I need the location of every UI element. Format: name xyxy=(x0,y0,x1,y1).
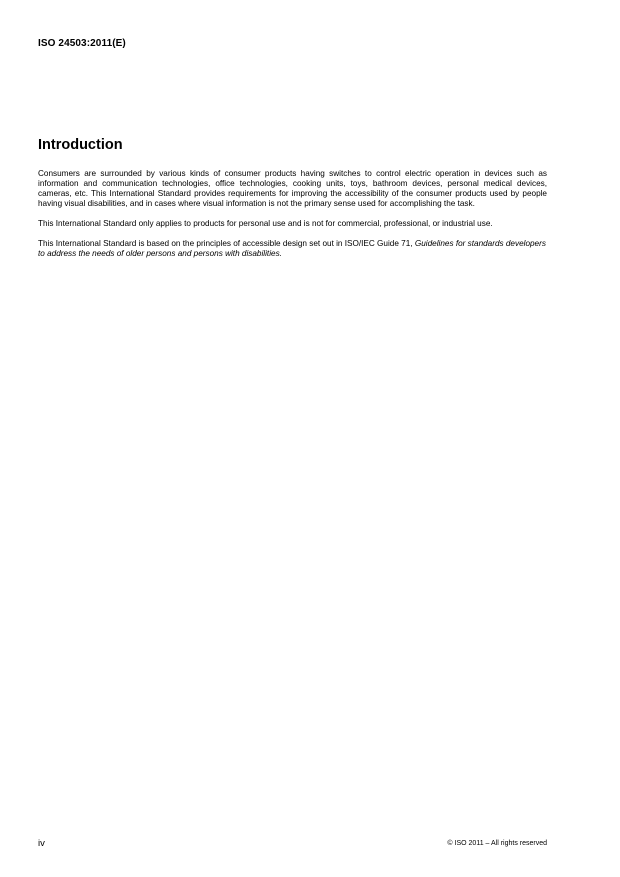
intro-paragraph-1: Consumers are surrounded by various kinds of consumer products having switches to control electric operation in devices such as information and communication technologies, office technologies, cooking units, toys, bathroom devices, personal medical devices, cameras, etc. This International Standard provides requirements for improving the accessibility of the consumer products used by people having visual disabilities, and in cases where visual information is not the primary sense used for accomplishing the task. xyxy=(38,169,547,208)
section-body xyxy=(38,169,547,269)
page-number: iv xyxy=(38,838,45,849)
guide-title-italic: Guidelines for standards developers to address the needs of older persons and persons with disabilities. xyxy=(38,239,546,258)
copyright-notice: © ISO 2011 – All rights reserved xyxy=(447,840,547,847)
intro-paragraph-3 xyxy=(38,239,547,259)
document-id-header: ISO 24503:2011(E) xyxy=(38,38,126,49)
section-title: Introduction xyxy=(38,137,123,153)
intro-paragraph-2: This International Standard only applies to products for personal use and is not for commercial, professional, or industrial use. xyxy=(38,219,493,228)
intro-paragraph-3-lead: This International Standard is based on the principles of accessible design set out in ISO/IEC Guide 71, xyxy=(38,239,413,248)
